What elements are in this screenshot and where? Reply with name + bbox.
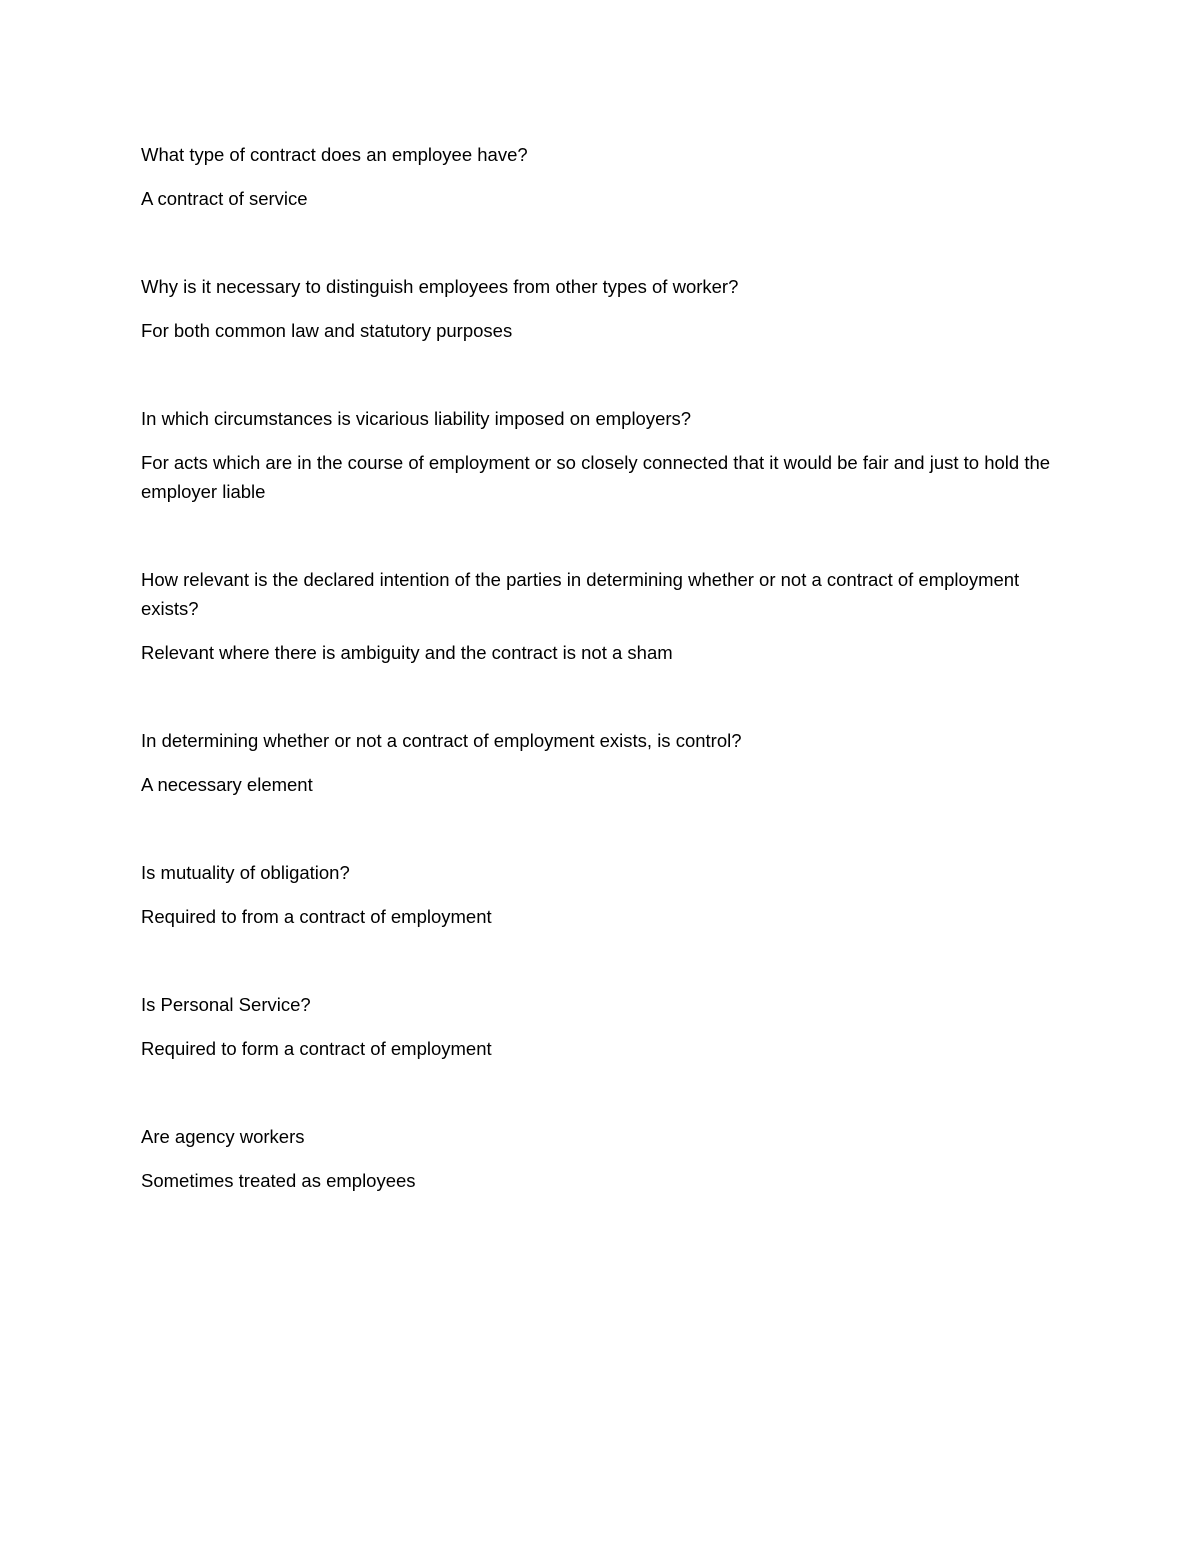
answer-text: Relevant where there is ambiguity and the contract is not a sham xyxy=(141,642,673,663)
question-text: Is mutuality of obligation? xyxy=(141,862,350,883)
paragraph-gap xyxy=(141,931,1061,990)
question-text: How relevant is the declared intention of the parties in determining whether or not a contract of employment exists? xyxy=(141,569,1020,619)
answer-text: Sometimes treated as employees xyxy=(141,1170,416,1191)
paragraph-gap xyxy=(141,213,1061,272)
document-content xyxy=(141,140,1061,1195)
answer-text: A contract of service xyxy=(141,188,308,209)
question-text: Why is it necessary to distinguish employees from other types of worker? xyxy=(141,276,739,297)
qa-item xyxy=(141,272,1061,345)
question-text: What type of contract does an employee have? xyxy=(141,144,528,165)
paragraph-gap xyxy=(141,1063,1061,1122)
answer-text: A necessary element xyxy=(141,774,313,795)
question-text: In determining whether or not a contract of employment exists, is control? xyxy=(141,730,742,751)
paragraph-gap xyxy=(141,667,1061,726)
qa-item xyxy=(141,726,1061,799)
question-text: Is Personal Service? xyxy=(141,994,311,1015)
qa-item xyxy=(141,140,1061,213)
answer-text: For acts which are in the course of employment or so closely connected that it would be fair and just to hold the employer liable xyxy=(141,452,1051,502)
paragraph-gap xyxy=(141,345,1061,404)
qa-item xyxy=(141,1122,1061,1195)
paragraph-gap xyxy=(141,799,1061,858)
question-text: In which circumstances is vicarious liability imposed on employers? xyxy=(141,408,692,429)
qa-item xyxy=(141,565,1061,667)
qa-item xyxy=(141,990,1061,1063)
answer-text: Required to form a contract of employment xyxy=(141,1038,492,1059)
paragraph-gap xyxy=(141,506,1061,565)
answer-text: Required to from a contract of employment xyxy=(141,906,492,927)
qa-item xyxy=(141,858,1061,931)
question-text: Are agency workers xyxy=(141,1126,305,1147)
qa-item xyxy=(141,404,1061,506)
answer-text: For both common law and statutory purposes xyxy=(141,320,513,341)
